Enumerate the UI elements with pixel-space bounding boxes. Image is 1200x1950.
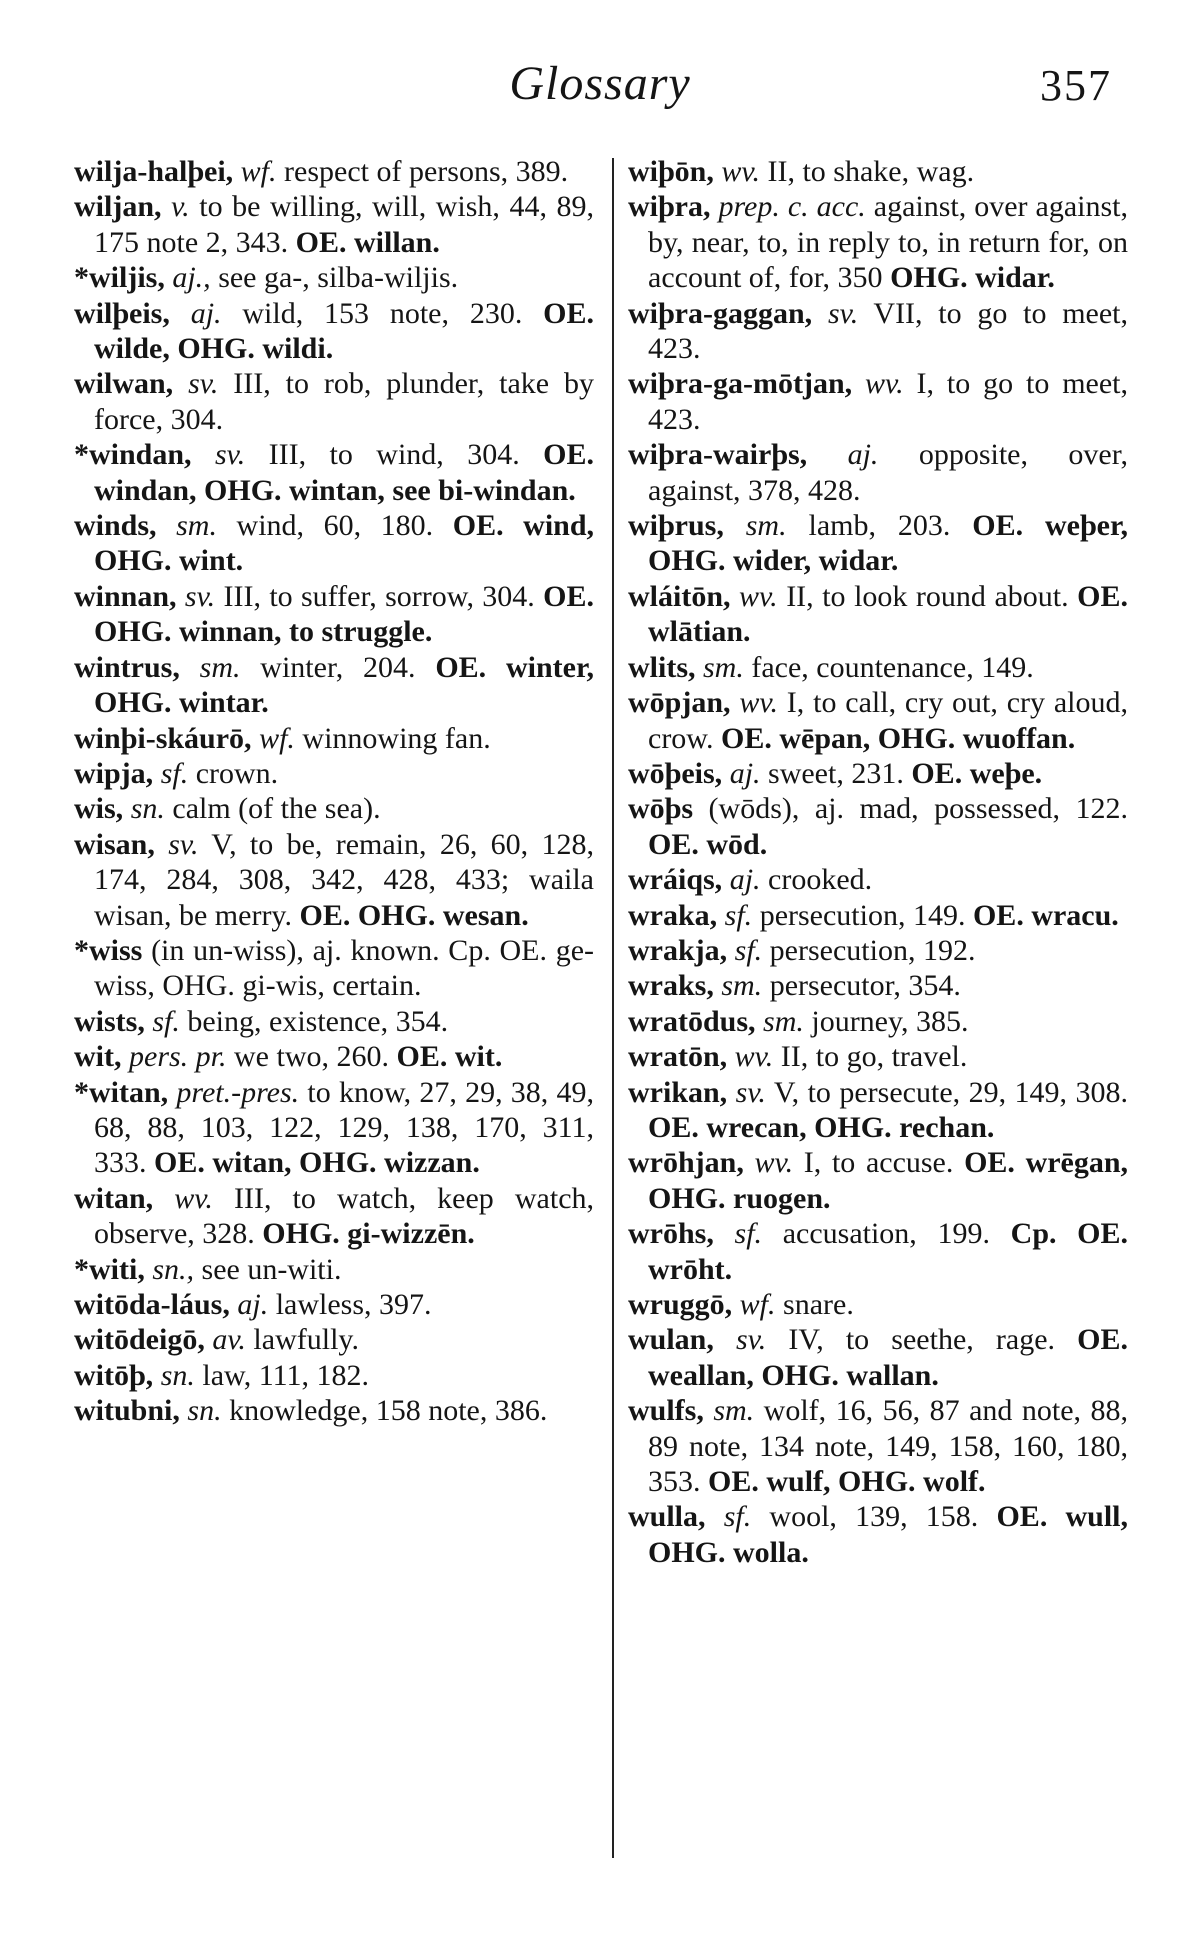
entry-headword: wiþra,: [628, 190, 711, 224]
entry-headword: wiljan,: [74, 190, 162, 224]
glossary-entry: [74, 579, 594, 650]
entry-cognates: OE. willan.: [295, 225, 440, 259]
glossary-entry: [628, 1322, 1128, 1393]
entry-definition: being, existence, 354.: [187, 1004, 449, 1038]
glossary-entry: [74, 1287, 594, 1322]
entry-definition: winter, 204.: [260, 650, 416, 684]
entry-cognates: OE. OHG. wesan.: [299, 898, 529, 932]
entry-grammar: wv.: [754, 1146, 794, 1180]
glossary-entry: [628, 898, 1128, 933]
entry-grammar: sf.: [724, 898, 753, 932]
entry-cognates: OE. wulf, OHG. wolf.: [708, 1465, 986, 1499]
entry-grammar: wv.: [721, 155, 760, 188]
entry-definition: opposite, over, against, 378, 428.: [648, 438, 1128, 507]
entry-definition: V, to persecute, 29, 149, 308.: [773, 1075, 1128, 1109]
entry-cognates: OHG. gi-wizzēn.: [262, 1217, 475, 1251]
entry-headword: wulla,: [628, 1500, 706, 1534]
entry-definition: III, to suffer, sorrow, 304.: [223, 579, 535, 613]
entry-grammar: aj.: [729, 863, 761, 897]
glossary-entry: [74, 154, 594, 189]
entry-cognates: OE. wēpan, OHG. wuoffan.: [721, 721, 1076, 755]
glossary-entry: [628, 296, 1128, 367]
entry-definition: I, to go to meet, 423.: [648, 367, 1129, 436]
entry-headword: wis,: [74, 792, 124, 826]
entry-cognates: OE. witan, OHG. wizzan.: [154, 1146, 480, 1180]
glossary-entry: [74, 189, 594, 260]
entry-grammar: sf.: [734, 933, 763, 967]
glossary-entry: [628, 366, 1128, 437]
entry-headword: wulan,: [628, 1323, 714, 1357]
entry-grammar: wv.: [865, 367, 904, 401]
glossary-entry: [628, 756, 1128, 791]
entry-cognates: OE. wit.: [396, 1040, 503, 1074]
entry-grammar: sm.: [176, 509, 217, 543]
entry-grammar: sm.: [745, 509, 787, 543]
entry-headword: wratōdus,: [628, 1004, 756, 1038]
glossary-entry: [74, 933, 594, 1004]
entry-headword: winþi-skáurō,: [74, 721, 252, 755]
entry-grammar: sv.: [184, 579, 216, 613]
entry-definition: calm (of the sea).: [172, 792, 381, 826]
entry-definition: journey, 385.: [811, 1004, 969, 1038]
entry-grammar: sn.: [130, 792, 165, 826]
entry-headword: wláitōn,: [628, 579, 731, 613]
entry-definition: law, 111, 182.: [202, 1358, 370, 1392]
entry-headword: *witan,: [74, 1075, 169, 1109]
glossary-right-column: [628, 154, 1128, 1570]
entry-headword: *windan,: [74, 438, 192, 472]
entry-headword: winds,: [74, 509, 157, 543]
entry-grammar: sf.: [734, 1217, 763, 1251]
glossary-entry: [74, 827, 594, 933]
entry-definition: to know, 27, 29, 38, 49, 68, 88, 103, 122, 129, 138, 170, 311, 333.: [94, 1075, 595, 1180]
entry-headword: wiþra-gaggan,: [628, 296, 813, 330]
entry-definition: (in un-wiss), aj. known. Cp. OE. ge-wiss, OHG. gi-wis, certain.: [94, 933, 595, 1003]
entry-headword: wiþra-ga-mōtjan,: [628, 367, 853, 401]
entry-grammar: sm.: [721, 969, 763, 1003]
entry-grammar: sn.: [160, 1358, 195, 1392]
entry-definition: persecution, 149.: [759, 898, 966, 932]
glossary-entry: [628, 1216, 1128, 1287]
glossary-entry: [74, 260, 594, 295]
entry-definition: (wōds), aj. mad, possessed, 122.: [708, 792, 1129, 826]
glossary-entry: [628, 933, 1128, 968]
entry-grammar: wv.: [734, 1040, 774, 1074]
glossary-entry: [628, 1499, 1128, 1570]
entry-definition: to be willing, will, wish, 44, 89, 175 note 2, 343.: [94, 190, 595, 259]
entry-headword: wisan,: [74, 827, 155, 861]
entry-cognates: OE. wlātian.: [648, 579, 1128, 649]
glossary-entry: [74, 1252, 594, 1287]
entry-cognates: Cp. OE. wrōht.: [648, 1217, 1129, 1286]
entry-grammar: pers. pr.: [129, 1040, 227, 1074]
entry-headword: wratōn,: [628, 1040, 728, 1074]
entry-headword: wōþeis,: [628, 756, 723, 790]
page-number: 357: [1040, 61, 1112, 110]
entry-headword: witōþ,: [74, 1358, 154, 1392]
glossary-entry: [628, 154, 1128, 189]
entry-grammar: wf.: [240, 155, 277, 188]
entry-cognates: OE. wull, OHG. wolla.: [648, 1500, 1129, 1569]
glossary-entry: [628, 968, 1128, 1003]
entry-headword: witōda-láus,: [74, 1288, 230, 1321]
entry-definition: winnowing fan.: [302, 721, 491, 755]
glossary-left-column: [74, 154, 594, 1429]
entry-definition: persecution, 192.: [769, 933, 976, 967]
entry-grammar: aj.: [190, 296, 222, 330]
entry-grammar: sv.: [188, 367, 219, 401]
entry-grammar: sm.: [763, 1004, 804, 1038]
glossary-entry: [74, 366, 594, 437]
glossary-entry: [628, 508, 1128, 579]
glossary-entry: [628, 862, 1128, 897]
glossary-entry: [628, 1393, 1128, 1499]
entry-definition: crooked.: [768, 863, 873, 897]
entry-definition: knowledge, 158 note, 386.: [229, 1394, 548, 1428]
glossary-entry: [628, 579, 1128, 650]
glossary-entry: [628, 1004, 1128, 1039]
entry-grammar: sn.: [187, 1394, 222, 1428]
entry-cognates: OE. wind, OHG. wint.: [94, 509, 595, 578]
entry-definition: I, to call, cry out, cry aloud, crow.: [648, 686, 1128, 755]
entry-headword: witan,: [74, 1181, 154, 1215]
glossary-entry: [74, 296, 594, 367]
glossary-entry: [628, 791, 1128, 862]
entry-headword: witōdeigō,: [74, 1323, 205, 1357]
entry-headword: wiþrus,: [628, 509, 724, 543]
glossary-entry: [628, 1287, 1128, 1322]
entry-definition: III, to watch, keep watch, observe, 328.: [94, 1181, 595, 1251]
glossary-entry: [74, 721, 594, 756]
glossary-entry: [628, 1075, 1128, 1146]
entry-cognates: OE. weþer, OHG. wider, widar.: [648, 509, 1129, 578]
entry-definition: lawless, 397.: [275, 1288, 432, 1321]
entry-headword: wráiqs,: [628, 863, 723, 897]
entry-definition: VII, to go to meet, 423.: [648, 296, 1128, 366]
glossary-entry: [628, 437, 1128, 508]
entry-grammar: wf.: [259, 721, 295, 755]
entry-definition: see ga-, silba-wiljis.: [218, 261, 459, 295]
entry-grammar: sv.: [214, 438, 246, 472]
entry-headword: wilja-halþei,: [74, 155, 234, 188]
entry-definition: lawfully.: [253, 1323, 359, 1357]
entry-grammar: aj.: [237, 1288, 269, 1321]
entry-definition: accusation, 199.: [782, 1217, 990, 1251]
entry-definition: IV, to seethe, rage.: [788, 1323, 1056, 1357]
entry-definition: snare.: [783, 1288, 854, 1321]
entry-grammar: sm.: [713, 1394, 755, 1428]
entry-definition: wolf, 16, 56, 87 and note, 88, 89 note, 134 note, 149, 158, 160, 180, 353.: [648, 1394, 1128, 1499]
entry-headword: wlits,: [628, 650, 696, 684]
entry-headword: wiþra-wairþs,: [628, 438, 808, 472]
entry-cognates: OHG. widar.: [890, 261, 1055, 295]
entry-headword: wrikan,: [628, 1075, 728, 1109]
entry-headword: wraks,: [628, 969, 714, 1003]
entry-cognates: OE. winter, OHG. wintar.: [94, 650, 595, 720]
entry-headword: winnan,: [74, 579, 177, 613]
entry-definition: wind, 60, 180.: [236, 509, 434, 543]
glossary-entry: [74, 1004, 594, 1039]
entry-definition: sweet, 231.: [768, 756, 904, 790]
entry-definition: II, to shake, wag.: [767, 155, 975, 188]
entry-definition: we two, 260.: [234, 1040, 389, 1074]
entry-grammar: prep. c. acc.: [718, 190, 866, 224]
glossary-entry: [74, 756, 594, 791]
entry-definition: V, to be, remain, 26, 60, 128, 174, 284, 308, 342, 428, 433; waila wisan, be merry.: [94, 827, 594, 932]
glossary-entry: [74, 508, 594, 579]
entry-grammar: aj.,: [172, 261, 211, 295]
entry-grammar: sv.: [736, 1323, 767, 1357]
glossary-entry: [628, 1039, 1128, 1074]
entry-definition: persecutor, 354.: [769, 969, 961, 1003]
entry-headword: wintrus,: [74, 650, 180, 684]
glossary-entry: [74, 1393, 594, 1428]
glossary-entry: [74, 1322, 594, 1357]
glossary-entry: [628, 685, 1128, 756]
entry-definition: III, to rob, plunder, take by force, 304.: [94, 367, 594, 436]
glossary-entry: [628, 189, 1128, 295]
entry-cognates: OE. windan, OHG. wintan, see bi-windan.: [94, 438, 595, 507]
entry-definition: crown.: [195, 756, 279, 790]
entry-definition: lamb, 203.: [808, 509, 951, 543]
entry-definition: against, over against, by, near, to, in reply to, in return for, on account of, for, 350: [648, 190, 1128, 295]
glossary-entry: [74, 650, 594, 721]
entry-grammar: wv.: [739, 686, 778, 720]
entry-definition: I, to accuse.: [803, 1146, 954, 1180]
entry-headword: wōpjan,: [628, 686, 731, 720]
glossary-entry: [74, 1358, 594, 1393]
entry-grammar: sv.: [827, 296, 859, 330]
entry-grammar: av.: [212, 1323, 246, 1357]
entry-headword: wipja,: [74, 756, 154, 790]
column-divider: [612, 158, 614, 1858]
entry-grammar: sf.: [152, 1004, 180, 1038]
glossary-entry: [74, 1181, 594, 1252]
entry-definition: see un-witi.: [201, 1252, 342, 1286]
entry-grammar: sv.: [735, 1075, 766, 1109]
entry-grammar: v.: [171, 190, 190, 224]
entry-grammar: aj.: [729, 756, 761, 790]
entry-grammar: wv.: [739, 579, 778, 613]
entry-grammar: sn.,: [152, 1252, 195, 1286]
entry-cognates: OE. wracu.: [972, 898, 1119, 932]
entry-cognates: OE. wilde, OHG. wildi.: [94, 296, 595, 366]
entry-headword: wrōhjan,: [628, 1146, 744, 1180]
glossary-entry: [74, 1039, 594, 1074]
entry-definition: wool, 139, 158.: [769, 1500, 979, 1534]
glossary-entry: [74, 437, 594, 508]
entry-cognates: OE. wōd.: [648, 827, 768, 861]
entry-headword: wraka,: [628, 898, 718, 932]
entry-headword: wrōhs,: [628, 1217, 714, 1251]
entry-definition: respect of persons, 389.: [284, 155, 569, 188]
glossary-entry: [628, 1145, 1128, 1216]
entry-headword: *wiljis,: [74, 261, 165, 295]
entry-headword: wists,: [74, 1004, 145, 1038]
entry-definition: II, to go, travel.: [780, 1040, 968, 1074]
entry-grammar: aj.: [847, 438, 879, 472]
entry-headword: wiþōn,: [628, 155, 714, 188]
entry-cognates: OE. OHG. winnan, to struggle.: [94, 579, 594, 649]
glossary-entry: [74, 791, 594, 826]
glossary-entry: [74, 1075, 594, 1181]
entry-cognates: OE. weallan, OHG. wallan.: [648, 1323, 1129, 1392]
entry-grammar: sv.: [168, 827, 199, 861]
entry-headword: witubni,: [74, 1394, 180, 1428]
entry-headword: wilwan,: [74, 367, 174, 401]
entry-grammar: sm.: [703, 650, 744, 684]
entry-cognates: OE. wrēgan, OHG. ruogen.: [648, 1146, 1129, 1215]
entry-grammar: pret.-pres.: [176, 1075, 300, 1109]
entry-definition: face, countenance, 149.: [751, 650, 1034, 684]
entry-headword: wōþs: [628, 792, 694, 826]
entry-headword: *wiss: [74, 933, 143, 967]
entry-grammar: sf.: [160, 756, 189, 790]
entry-headword: wruggō,: [628, 1288, 733, 1321]
entry-grammar: wf.: [739, 1288, 776, 1321]
entry-headword: wrakja,: [628, 933, 728, 967]
entry-definition: II, to look round about.: [786, 579, 1069, 613]
entry-cognates: OE. weþe.: [911, 756, 1043, 790]
entry-definition: III, to wind, 304.: [268, 438, 520, 472]
entry-grammar: sm.: [199, 650, 241, 684]
entry-headword: *witi,: [74, 1252, 145, 1286]
entry-headword: wit,: [74, 1040, 122, 1074]
entry-headword: wulfs,: [628, 1394, 704, 1428]
entry-grammar: sf.: [723, 1500, 752, 1534]
entry-definition: wild, 153 note, 230.: [242, 296, 523, 330]
entry-headword: wilþeis,: [74, 296, 170, 330]
entry-cognates: OE. wrecan, OHG. rechan.: [648, 1110, 995, 1144]
entry-grammar: wv.: [174, 1181, 213, 1215]
page-title: Glossary: [509, 57, 691, 110]
glossary-entry: [628, 650, 1128, 685]
